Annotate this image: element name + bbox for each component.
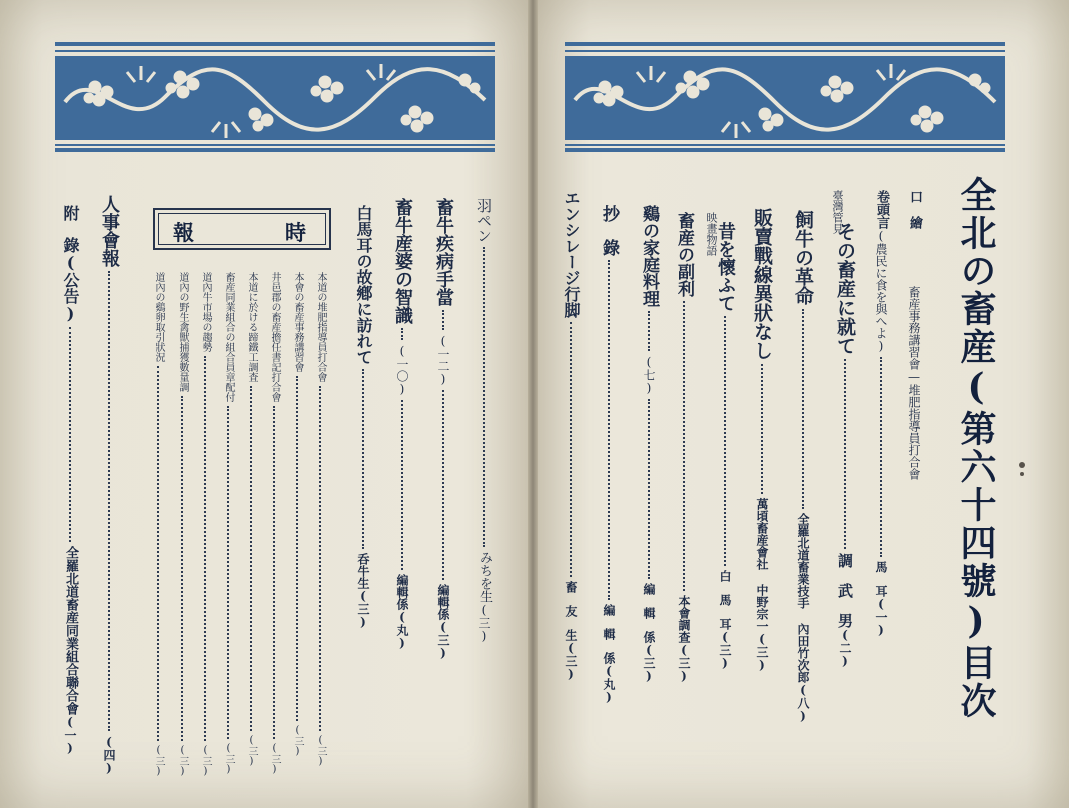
news-item — [223, 272, 233, 775]
toc-entry-sales-front — [752, 208, 771, 672]
book-gutter — [528, 0, 538, 808]
entry-author: みちを生 — [477, 551, 492, 603]
entry-label: 抄 錄 — [599, 205, 619, 256]
entry-author: 萬頃畜産會社 中野宗一 — [755, 498, 769, 632]
news-item-page: (三) — [315, 735, 326, 767]
entry-page: (三) — [718, 630, 732, 670]
leader-dots — [570, 322, 572, 577]
entry-page: (三) — [677, 643, 691, 683]
leader-dots — [227, 406, 229, 739]
toc-entry-personnel — [100, 195, 118, 775]
entry-author: 調 武 男 — [836, 553, 854, 628]
leader-dots — [880, 357, 882, 557]
toc-entry-excerpts — [600, 205, 617, 704]
news-item-page: (三) — [200, 745, 211, 777]
news-item-page: (三) — [269, 743, 280, 775]
entry-page: (三) — [642, 643, 656, 683]
news-item-page: (三) — [292, 725, 303, 757]
leader-dots — [273, 406, 275, 739]
floral-border-right — [565, 42, 1005, 152]
entry-label: 人事會報 — [99, 195, 120, 267]
entry-author: 編輯係 — [436, 584, 450, 620]
toc-entry-white-horse — [355, 205, 371, 629]
leader-dots — [108, 271, 110, 731]
leader-dots — [648, 311, 650, 351]
entry-label: 羽ペン — [475, 198, 493, 243]
news-section-header — [153, 208, 331, 250]
leader-dots — [401, 328, 403, 340]
leader-dots — [181, 396, 183, 741]
entry-label: 畜牛産婆の智識 — [392, 198, 413, 324]
toc-entry-frontispiece — [908, 190, 921, 229]
leader-dots — [442, 310, 444, 330]
entry-subtitle: 映畫物語 — [705, 212, 718, 256]
entry-page: (二) — [838, 628, 852, 668]
entry-page: (三) — [436, 620, 450, 660]
leader-dots — [250, 386, 252, 731]
entry-label: 卷頭言 — [874, 190, 889, 229]
entry-label: 鷄の家庭料理 — [639, 205, 659, 307]
toc-entry-taiwan — [835, 222, 854, 668]
news-item — [177, 272, 187, 777]
news-item — [269, 272, 279, 775]
entry-author: 全羅北道畜業技手 內田竹次郎 — [796, 513, 810, 683]
entry-page: (一) — [63, 715, 77, 755]
leader-dots — [204, 356, 206, 741]
leader-dots — [608, 260, 610, 600]
news-item-page: (三) — [153, 745, 164, 777]
news-header-left: 報 — [173, 220, 194, 245]
entry-page: (三) — [755, 632, 769, 672]
entry-subtitle: (一〇) — [395, 344, 409, 396]
toc-entry-cattle-revolution — [793, 210, 812, 723]
toc-entry-appendix — [62, 205, 78, 755]
entry-label: その畜産に就て — [834, 222, 856, 355]
toc-entry-quill-pen — [476, 198, 491, 643]
entry-page: (三) — [356, 589, 370, 629]
toc-entry-cattle-disease — [434, 198, 452, 660]
entry-author: 編 輯 係 — [602, 604, 616, 664]
entry-label: 畜牛疾病手當 — [433, 198, 454, 306]
entry-page: (三) — [564, 641, 578, 681]
toc-entry-movie — [716, 222, 734, 670]
leader-dots — [724, 316, 726, 566]
entry-page: (丸) — [602, 664, 616, 704]
leader-dots — [802, 309, 804, 509]
entry-page: (八) — [796, 683, 810, 723]
leader-dots — [362, 369, 364, 549]
leader-dots — [442, 390, 444, 580]
news-item-text: 道內牛市場の趨勢 — [200, 272, 211, 352]
toc-entry-ensilage — [563, 190, 579, 681]
entry-subtitle: (七) — [642, 355, 656, 395]
toc-entry-midwife — [393, 198, 411, 650]
entry-label: 白馬耳の故鄕に訪れて — [354, 205, 373, 365]
toc-entry-frontispiece-sub — [908, 286, 920, 480]
entry-page: (丸) — [395, 610, 409, 650]
page-title: 全北の畜産(第六十四號)目次 — [955, 176, 997, 720]
leader-dots — [319, 386, 321, 731]
entry-label: 昔を懷ふて — [715, 222, 736, 312]
entry-author: 白 馬 耳 — [718, 570, 732, 630]
entry-label: 飼牛の革命 — [792, 210, 814, 305]
entry-label: 販賣戰線異狀なし — [751, 208, 773, 360]
leader-dots — [401, 400, 403, 570]
entry-label: 口 繪 — [907, 190, 922, 229]
news-item-page: (三) — [223, 743, 234, 775]
toc-entry-byproducts — [675, 212, 692, 683]
news-item-text: 本道に於ける蹄鐵工調査 — [246, 272, 257, 382]
news-item-text: 本會の畜産事務講習會 — [292, 272, 303, 372]
entry-subtitle: (農民に食を與へよ) — [874, 229, 888, 353]
entry-label: 畜産の副利 — [674, 212, 694, 297]
entry-subtitle: (一二) — [436, 334, 450, 386]
entry-label: エンシレージ行脚 — [562, 190, 581, 318]
leader-dots — [69, 327, 71, 542]
entry-author: 馬 耳 — [874, 561, 888, 597]
news-item-page: (三) — [177, 745, 188, 777]
ink-spot — [1020, 472, 1024, 476]
news-item-text: 道內の鷄卵取引狀況 — [153, 272, 164, 362]
entry-page: (一) — [874, 597, 888, 637]
news-item-text: 畜産同業組合の組合員章配付 — [223, 272, 234, 402]
entry-subtitle: 臺灣管見 — [831, 190, 844, 234]
leader-dots — [683, 301, 685, 591]
leader-dots — [483, 247, 485, 547]
floral-border-left — [55, 42, 495, 152]
news-item — [200, 272, 210, 777]
leader-dots — [296, 376, 298, 721]
news-item — [246, 272, 256, 767]
entry-page: (三) — [477, 603, 491, 643]
news-item — [315, 272, 325, 767]
entry-author: 編輯係 — [395, 574, 409, 610]
entry-author: 全羅北道畜産同業組合聯合會 — [63, 546, 78, 715]
news-item — [153, 272, 163, 777]
news-item-text: 道內の野生禽獸捕獲數量調 — [177, 272, 188, 392]
entry-author: 畜 友 生 — [564, 581, 578, 641]
leader-dots — [157, 366, 159, 741]
news-item-text: 井邑郡の畜産擔任書記打合會 — [269, 272, 280, 402]
leader-dots — [648, 399, 650, 579]
news-item-page: (三) — [246, 735, 257, 767]
entry-label: 附 錄(公告) — [61, 205, 80, 323]
entry-subtitle: 畜産事務講習會—堆肥指導員打合會 — [907, 286, 921, 480]
news-header-right: 時 — [285, 220, 306, 245]
entry-page: (四) — [102, 735, 116, 775]
leader-dots — [844, 359, 846, 549]
toc-entry-foreword — [875, 190, 888, 637]
entry-author: 編 輯 係 — [642, 583, 656, 643]
leader-dots — [761, 364, 763, 494]
news-item-text: 本道の堆肥指導員打合會 — [315, 272, 326, 382]
ink-spot — [1019, 462, 1025, 468]
entry-author: 本會調查 — [677, 595, 691, 643]
entry-author: 呑牛生 — [356, 553, 370, 589]
news-item — [292, 272, 302, 757]
toc-entry-chicken-cooking — [640, 205, 657, 683]
